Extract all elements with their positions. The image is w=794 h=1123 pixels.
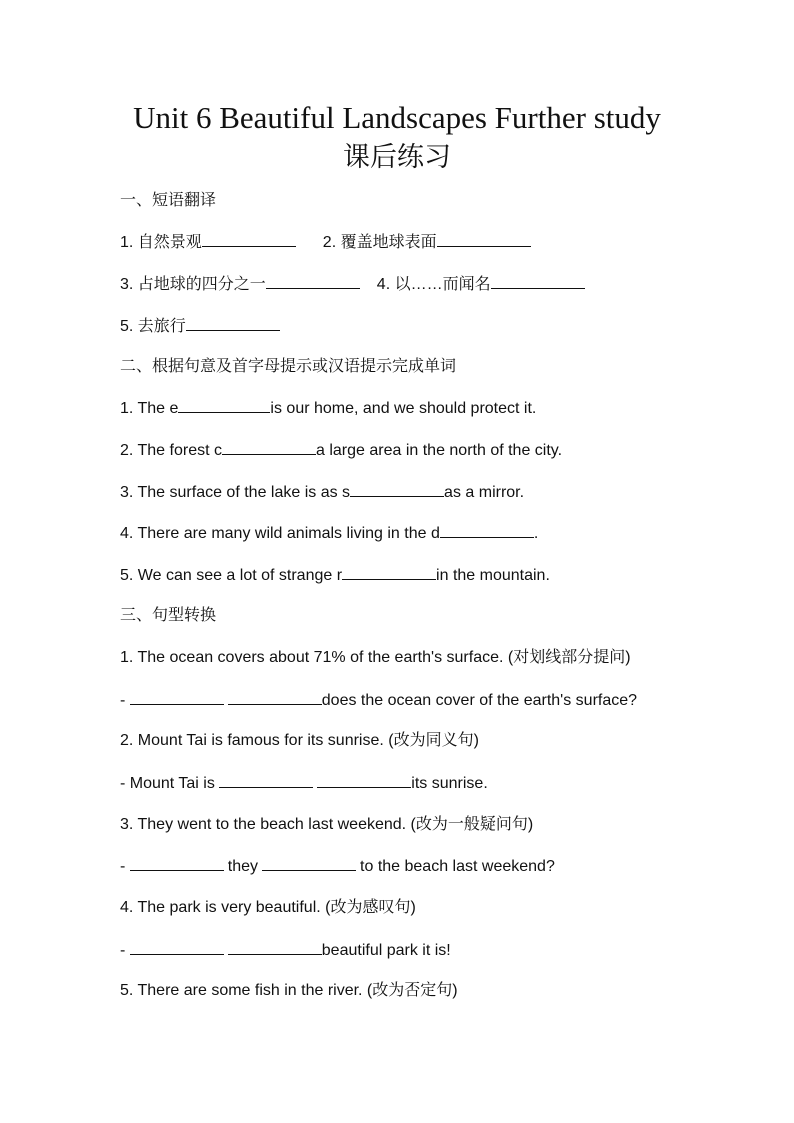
word-item-2 [120,439,562,462]
phrase-item-4: 4. 以……而闻名 [376,276,491,293]
answer-blank[interactable] [130,689,224,705]
transform-question-3: 3. They went to the beach last weekend. (改为一般疑问句) [120,816,534,833]
word-item-4 [120,522,538,545]
section-heading-sentence-transformation: 三、句型转换 [120,607,217,624]
answer-blank[interactable] [437,231,531,247]
answer-blank[interactable] [178,397,270,413]
transform-answer-3 [120,855,555,878]
answer-prefix: - [120,858,130,875]
answer-blank[interactable] [266,273,360,289]
answer-suffix: its sunrise. [411,775,488,792]
answer-blank[interactable] [219,772,313,788]
transform-answer-4 [120,939,451,962]
word-item-text: 5. We can see a lot of strange r [120,567,343,584]
answer-blank[interactable] [186,315,280,331]
transform-question-1: 1. The ocean covers about 71% of the earth's surface. (对划线部分提问) [120,649,631,666]
worksheet-title: Unit 6 Beautiful Landscapes Further study [133,100,661,135]
phrase-item-5: 5. 去旅行 [120,318,186,335]
word-item-3 [120,481,524,504]
worksheet-subtitle: 课后练习 [343,142,451,173]
section-heading-phrase-translation: 一、短语翻译 [120,192,217,209]
answer-blank[interactable] [350,481,444,497]
word-item-text: as a mirror. [444,484,525,501]
word-item-text: . [533,525,539,542]
answer-blank[interactable] [440,522,534,538]
section-heading-word-completion: 二、根据句意及首字母提示或汉语提示完成单词 [120,358,457,375]
word-item-text: 3. The surface of the lake is as s [120,484,351,501]
transform-question-2: 2. Mount Tai is famous for its sunrise. (改为同义句) [120,732,479,749]
phrase-row-1-2 [120,231,531,254]
answer-blank[interactable] [491,273,585,289]
answer-prefix: - Mount Tai is [120,775,220,792]
answer-blank[interactable] [228,939,322,955]
word-item-text: a large area in the north of the city. [315,442,563,459]
word-item-text: is our home, and we should protect it. [270,400,537,417]
transform-question-4: 4. The park is very beautiful. (改为感叹句) [120,899,416,916]
word-item-text: 1. The e [120,400,179,417]
word-item-text: in the mountain. [436,567,550,584]
phrase-row-3-4 [120,273,585,296]
answer-blank[interactable] [262,855,356,871]
word-item-text: 4. There are many wild animals living in the d [120,525,440,542]
answer-blank[interactable] [202,231,296,247]
answer-blank[interactable] [228,689,322,705]
answer-mid: they [227,858,259,875]
answer-blank[interactable] [317,772,411,788]
transform-answer-1 [120,689,637,712]
answer-suffix: does the ocean cover of the earth's surface? [321,692,638,709]
answer-prefix: - [120,942,130,959]
phrase-item-1: 1. 自然景观 [120,234,202,251]
transform-answer-2 [120,772,488,795]
phrase-row-5 [120,315,280,338]
answer-prefix: - [120,692,130,709]
answer-suffix: beautiful park it is! [321,942,451,959]
phrase-item-2: 2. 覆盖地球表面 [322,234,437,251]
answer-blank[interactable] [130,939,224,955]
phrase-item-3: 3. 占地球的四分之一 [120,276,266,293]
answer-blank[interactable] [130,855,224,871]
answer-suffix: to the beach last weekend? [360,858,555,875]
word-item-1 [120,397,536,420]
transform-question-5: 5. There are some fish in the river. (改为否定句) [120,982,458,999]
word-item-5 [120,564,550,587]
word-item-text: 2. The forest c [120,442,222,459]
answer-blank[interactable] [342,564,436,580]
answer-blank[interactable] [222,439,316,455]
